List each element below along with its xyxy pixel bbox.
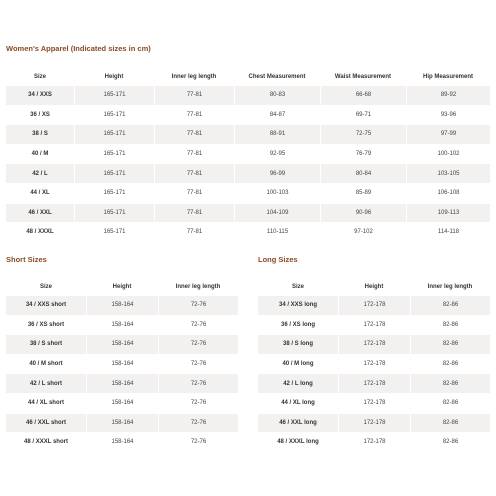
measurement-cell: 72-76	[158, 373, 238, 393]
table-row	[6, 295, 238, 315]
measurement-cell: 66-68	[320, 85, 406, 105]
measurement-cell: 82-86	[410, 334, 490, 354]
column-header: Inner leg length	[427, 283, 473, 290]
size-cell: 40 / M short	[6, 354, 86, 374]
measurement-cell: 158-164	[86, 393, 158, 413]
table-row	[6, 413, 238, 433]
column-header: Chest Measurement	[248, 73, 306, 80]
size-cell: 48 / XXXL long	[258, 432, 338, 452]
size-cell: 46 / XXL long	[258, 413, 338, 433]
measurement-cell: 72-76	[158, 432, 238, 452]
measurement-cell: 172-178	[338, 373, 410, 393]
measurement-cell: 172-178	[338, 354, 410, 374]
measurement-cell: 82-86	[410, 315, 490, 335]
measurement-cell: 77-81	[154, 222, 234, 242]
size-cell: 48 / XXXL short	[6, 432, 86, 452]
measurement-cell: 158-164	[86, 315, 158, 335]
size-cell: 40 / M long	[258, 354, 338, 374]
size-cell: 36 / XS	[6, 105, 74, 125]
table-row	[6, 203, 490, 223]
measurement-cell: 77-81	[154, 85, 234, 105]
size-cell: 42 / L	[6, 163, 74, 183]
table-row	[6, 432, 238, 452]
table-header-row	[6, 68, 490, 85]
column-header: Size	[39, 283, 52, 290]
table-row	[258, 354, 490, 374]
column-header: Inner leg length	[171, 73, 217, 80]
size-cell: 44 / XL long	[258, 393, 338, 413]
table-row	[258, 393, 490, 413]
measurement-cell: 110-115	[234, 222, 320, 242]
measurement-cell: 77-81	[154, 163, 234, 183]
measurement-cell: 158-164	[86, 334, 158, 354]
measurement-cell: 72-76	[158, 393, 238, 413]
measurement-cell: 82-86	[410, 432, 490, 452]
measurement-cell: 165-171	[74, 85, 154, 105]
measurement-cell: 172-178	[338, 432, 410, 452]
measurement-cell: 69-71	[320, 105, 406, 125]
measurement-cell: 100-103	[234, 183, 320, 203]
size-cell: 48 / XXXL	[6, 222, 74, 242]
measurement-cell: 92-95	[234, 144, 320, 164]
column-header: Inner leg length	[175, 283, 221, 290]
size-cell: 42 / L short	[6, 373, 86, 393]
measurement-cell: 97-99	[406, 124, 490, 144]
measurement-cell: 106-108	[406, 183, 490, 203]
size-cell: 38 / S long	[258, 334, 338, 354]
size-cell: 44 / XL short	[6, 393, 86, 413]
measurement-cell: 72-76	[158, 315, 238, 335]
column-header: Waist Measurement	[334, 73, 392, 80]
measurement-cell: 165-171	[74, 222, 154, 242]
size-cell: 34 / XXS short	[6, 295, 86, 315]
column-header: Hip Measurement	[422, 73, 473, 80]
measurement-cell: 165-171	[74, 124, 154, 144]
size-cell: 38 / S short	[6, 334, 86, 354]
long-size-table	[258, 278, 490, 452]
table-row	[258, 315, 490, 335]
measurement-cell: 80-84	[320, 163, 406, 183]
measurement-cell: 77-81	[154, 124, 234, 144]
measurement-cell: 77-81	[154, 105, 234, 125]
column-header: Height	[104, 73, 124, 80]
table-row	[6, 222, 490, 242]
measurement-cell: 82-86	[410, 354, 490, 374]
measurement-cell: 82-86	[410, 413, 490, 433]
measurement-cell: 82-86	[410, 373, 490, 393]
measurement-cell: 72-76	[158, 334, 238, 354]
measurement-cell: 76-79	[320, 144, 406, 164]
table-row	[6, 334, 238, 354]
measurement-cell: 172-178	[338, 334, 410, 354]
measurement-cell: 103-105	[406, 163, 490, 183]
table-row	[6, 85, 490, 105]
column-header: Size	[291, 283, 304, 290]
table-row	[258, 295, 490, 315]
measurement-cell: 72-76	[158, 295, 238, 315]
measurement-cell: 165-171	[74, 144, 154, 164]
measurement-cell: 104-109	[234, 203, 320, 223]
measurement-cell: 109-113	[406, 203, 490, 223]
table-row	[258, 334, 490, 354]
measurement-cell: 172-178	[338, 413, 410, 433]
measurement-cell: 90-96	[320, 203, 406, 223]
measurement-cell: 158-164	[86, 413, 158, 433]
size-cell: 40 / M	[6, 144, 74, 164]
measurement-cell: 172-178	[338, 315, 410, 335]
measurement-cell: 77-81	[154, 203, 234, 223]
measurement-cell: 165-171	[74, 105, 154, 125]
measurement-cell: 72-76	[158, 413, 238, 433]
measurement-cell: 77-81	[154, 144, 234, 164]
table-row	[6, 144, 490, 164]
measurement-cell: 82-86	[410, 295, 490, 315]
size-cell: 42 / L long	[258, 373, 338, 393]
size-cell: 38 / S	[6, 124, 74, 144]
measurement-cell: 96-99	[234, 163, 320, 183]
table-row	[6, 373, 238, 393]
size-cell: 34 / XXS long	[258, 295, 338, 315]
size-cell: 36 / XS short	[6, 315, 86, 335]
measurement-cell: 93-96	[406, 105, 490, 125]
table-header-row	[258, 278, 490, 295]
measurement-cell: 88-91	[234, 124, 320, 144]
size-cell: 46 / XXL	[6, 203, 74, 223]
size-cell: 46 / XXL short	[6, 413, 86, 433]
measurement-cell: 84-87	[234, 105, 320, 125]
long-sizes-title: Long Sizes	[258, 255, 298, 264]
table-row	[6, 354, 238, 374]
measurement-cell: 77-81	[154, 183, 234, 203]
table-row	[258, 373, 490, 393]
column-header: Height	[112, 283, 132, 290]
womens-size-table	[6, 68, 490, 242]
measurement-cell: 165-171	[74, 203, 154, 223]
size-cell: 44 / XL	[6, 183, 74, 203]
measurement-cell: 100-102	[406, 144, 490, 164]
short-size-table	[6, 278, 238, 452]
measurement-cell: 114-118	[406, 222, 490, 242]
table-row	[258, 432, 490, 452]
measurement-cell: 158-164	[86, 432, 158, 452]
measurement-cell: 158-164	[86, 295, 158, 315]
measurement-cell: 72-75	[320, 124, 406, 144]
size-cell: 34 / XXS	[6, 85, 74, 105]
measurement-cell: 172-178	[338, 393, 410, 413]
table-row	[6, 105, 490, 125]
measurement-cell: 80-83	[234, 85, 320, 105]
measurement-cell: 165-171	[74, 163, 154, 183]
table-header-row	[6, 278, 238, 295]
measurement-cell: 89-92	[406, 85, 490, 105]
measurement-cell: 72-76	[158, 354, 238, 374]
measurement-cell: 158-164	[86, 354, 158, 374]
table-row	[6, 124, 490, 144]
measurement-cell: 165-171	[74, 183, 154, 203]
short-sizes-title: Short Sizes	[6, 255, 47, 264]
column-header: Height	[364, 283, 384, 290]
size-cell: 36 / XS long	[258, 315, 338, 335]
womens-apparel-title: Women's Apparel (Indicated sizes in cm)	[6, 44, 151, 53]
column-header: Size	[33, 73, 46, 80]
measurement-cell: 172-178	[338, 295, 410, 315]
table-row	[6, 163, 490, 183]
table-row	[6, 183, 490, 203]
table-row	[258, 413, 490, 433]
measurement-cell: 82-86	[410, 393, 490, 413]
measurement-cell: 158-164	[86, 373, 158, 393]
measurement-cell: 85-89	[320, 183, 406, 203]
table-row	[6, 393, 238, 413]
table-row	[6, 315, 238, 335]
measurement-cell: 97-102	[320, 222, 406, 242]
